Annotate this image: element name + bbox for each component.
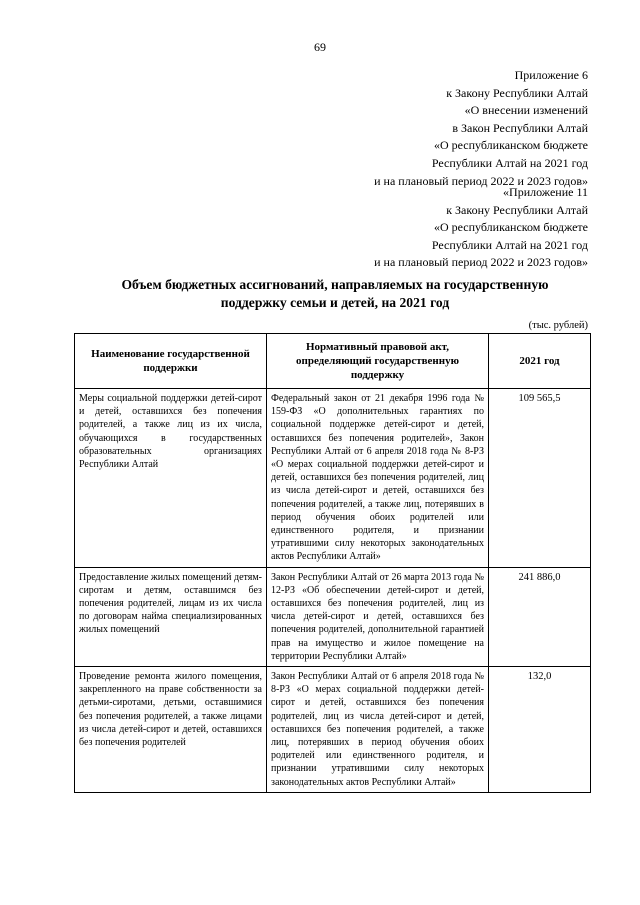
amount-cell: 109 565,5 <box>489 389 591 568</box>
budget-table <box>74 333 591 793</box>
appendix-11-line: Республики Алтай на 2021 год <box>431 237 588 252</box>
appendix-11-line: «О республиканском бюджете <box>433 220 588 235</box>
table-header-row <box>75 334 591 389</box>
support-name-cell: Меры социальной поддержки детей-сирот и детей, оставшихся без попечения родителей, а также лиц из их числа, обучающихся в государственных образовательных организациях Республики Алтай <box>75 389 267 568</box>
appendix-6-header <box>374 67 588 190</box>
table-row <box>75 389 591 568</box>
units-note: (тыс. рублей) <box>528 320 588 331</box>
legal-act-cell: Федеральный закон от 21 декабря 1996 года № 159-ФЗ «О дополнительных гарантиях по социальной поддержке детей-сирот и детей, оставшихся без попечения родителей», Закон Республики Алтай от 6 апреля 2018 года № 8-РЗ «О мерах социальной поддержки детей-сирот и детей, оставшихся без попечения родителей, лиц из числа детей-сирот и детей, оставшихся без попечения родителей, а также лиц, потерявших в период обучения обоих родителей или единственного родителя, и признании утратившими силу некоторых законодательных актов Республики Алтай» <box>267 389 489 568</box>
header-legal-act: Нормативный правовой акт, определяющий государственную поддержку <box>267 334 489 389</box>
table-row <box>75 667 591 793</box>
appendix-6-line: «О республиканском бюджете <box>433 138 588 153</box>
table-row <box>75 567 591 666</box>
table-body <box>75 389 591 793</box>
legal-act-cell: Закон Республики Алтай от 26 марта 2013 года № 12-РЗ «Об обеспечении детей-сирот и детей, оставшихся без попечения родителей, лиц из числа детей-сирот и детей, оставшихся без попечения родителей, дополнительной гарантией прав на имущество и жилое помещение на территории Республики Алтай» <box>267 567 489 666</box>
appendix-6-line: Республики Алтай на 2021 год <box>431 155 588 170</box>
amount-cell: 241 886,0 <box>489 567 591 666</box>
appendix-11-line: и на плановый период 2022 и 2023 годов» <box>374 255 588 270</box>
appendix-6-line: к Закону Республики Алтай <box>446 85 588 100</box>
appendix-6-line: «О внесении изменений <box>464 103 588 118</box>
appendix-6-line: и на плановый период 2022 и 2023 годов» <box>374 173 588 188</box>
header-support-name: Наименование государственной поддержки <box>75 334 267 389</box>
support-name-cell: Проведение ремонта жилого помещения, закрепленного на праве собственности за детьми-сиротами, детьми, оставшимися без попечения родителей, а также лицами из числа детей-сирот и детей, оставшихся без попечения родителей <box>75 667 267 793</box>
appendix-11-header <box>374 184 588 272</box>
amount-cell: 132,0 <box>489 667 591 793</box>
page-number: 69 <box>314 40 326 54</box>
header-year: 2021 год <box>489 334 591 389</box>
document-title-line: Объем бюджетных ассигнований, направляемых на государственную <box>121 277 549 292</box>
support-name-cell: Предоставление жилых помещений детям-сиротам и детям, оставшимся без попечения родителей, лицам из их числа по договорам найма специализированных жилых помещений <box>75 567 267 666</box>
legal-act-cell: Закон Республики Алтай от 6 апреля 2018 года № 8-РЗ «О мерах социальной поддержки детей-сирот и детей, оставшихся без попечения родителей, лиц из числа детей-сирот и детей, оставшихся без попечения родителей, а также лиц, потерявших в период обучения обоих родителей или единственного родителя, и признании утратившими силу некоторых законодательных актов Республики Алтай» <box>267 667 489 793</box>
appendix-11-line: «Приложение 11 <box>503 185 588 199</box>
document-title-line: поддержку семьи и детей, на 2021 год <box>220 295 450 310</box>
appendix-6-line: Приложение 6 <box>514 68 588 82</box>
appendix-6-line: в Закон Республики Алтай <box>452 120 588 135</box>
document-title <box>70 276 600 312</box>
table-header <box>75 334 591 389</box>
appendix-11-line: к Закону Республики Алтай <box>446 202 588 217</box>
